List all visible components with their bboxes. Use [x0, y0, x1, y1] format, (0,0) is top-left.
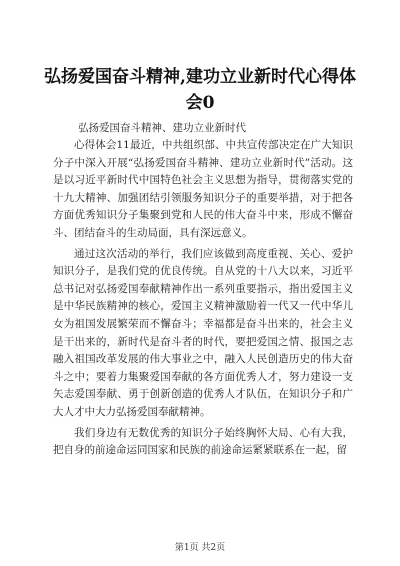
document-body: [53, 137, 353, 463]
page-footer: 第1页 共2页: [174, 543, 226, 553]
body-paragraph: 心得体会11最近，中共组织部、中共宣传部决定在广大知识分子中深入开展“弘扬爱国奋斗精神、建功立业新时代”活动。这是以习近平新时代中国特色社会主义思想为指导，贯彻落实党的十九大精神、加强团结引领服务知识分子的重要举措，对于把各方面优秀知识分子集聚到党和人民的伟大奋斗中来，形成不懈奋斗、团结奋斗的生动局面，具有深远意义。: [53, 139, 353, 239]
document-subtitle: 弘扬爱国奋斗精神、建功立业新时代: [78, 122, 246, 134]
body-paragraph: 通过这次活动的举行，我们应该做到高度重视、关心、爱护知识分子，是我们党的优良传统。自从党的十八大以来，习近平总书记对弘扬爱国奉献精神作出一系列重要指示，指出爱国主义是中华民族精神的核心，爱国主义精神激励着一代又一代中华儿女为祖国发展繁荣而不懈奋斗；幸福都是奋斗出来的，社会主义是干出来的，新时代是奋斗者的时代，要把爱国之情、报国之志融入祖国改革发展的伟大事业之中，融入人民创造历史的伟大奋斗之中；要着力集聚爱国奉献的各方面优秀人才，努力建设一支矢志爱国奉献、勇于创新创造的优秀人才队伍，在知识分子和广大人才中大力弘扬爱国奉献精神。: [53, 247, 353, 418]
body-paragraph: 我们身边有无数优秀的知识分子始终胸怀大局、心有大我，把自身的前途命运同国家和民族的前途命运紧紧联系在一起，留: [53, 426, 353, 457]
document-title: 弘扬爱国奋斗精神,建功立业新时代心得体会0: [44, 67, 356, 113]
